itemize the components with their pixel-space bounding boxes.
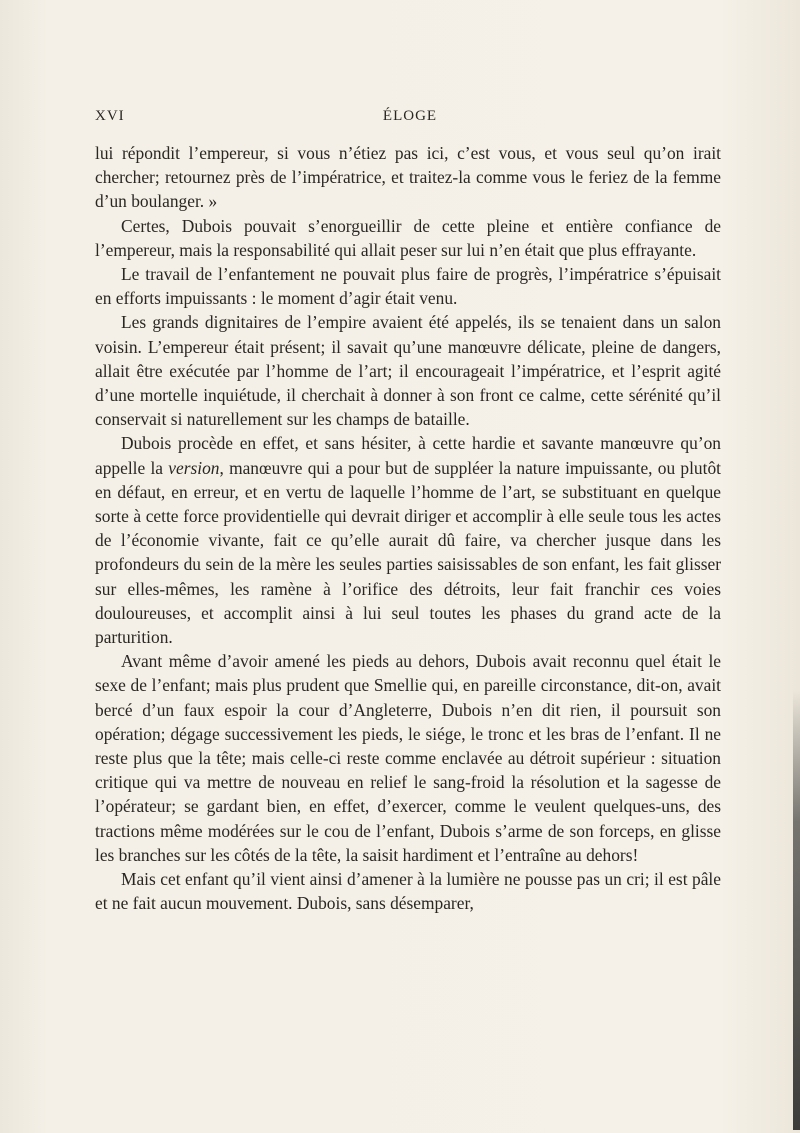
page-header bbox=[95, 108, 725, 132]
paragraph-text: Mais cet enfant qu’il vient ainsi d’amener à la lumière ne pousse pas un cri; il est pâle et ne fait aucun mouvement. Dubois, sans désemparer, bbox=[95, 869, 721, 914]
paragraph-text: , manœuvre qui a pour but de suppléer la nature impuissante, ou plutôt en défaut, en erreur, et en vertu de laquelle l’homme de l’art, se substituant en quelque sorte à cette force providentielle qui devrait diriger et accomplir à elle seule tous les actes de l’économie vivante, fait ce qu’elle aurait dû faire, va chercher jusque dans les profondeurs du sein de la mère les seules parties saisissables de son enfant, les fait glisser sur elles-mêmes, les ramène à l’orifice des détroits, leur fait franchir ces voies douloureuses, et accomplit ainsi à lui seul toutes les phases du grand acte de la parturition. bbox=[95, 457, 721, 648]
running-title: ÉLOGE bbox=[382, 108, 438, 124]
paragraph bbox=[95, 214, 721, 262]
paragraph-text: lui répondit l’empereur, si vous n’étiez pas ici, c’est vous, et vous seul qu’on irait chercher; retournez près de l’impératrice, et traitez-la comme vous le feriez de la femme d’un boulanger. » bbox=[95, 143, 721, 212]
paragraph bbox=[95, 649, 721, 867]
paragraph-text: Certes, Dubois pouvait s’enorgueillir de cette pleine et entière confiance de l’empereur, mais la responsabilité qui allait peser sur lui n’en était que plus effrayante. bbox=[95, 215, 721, 260]
italic-term: version bbox=[168, 457, 220, 478]
page-number: XVI bbox=[95, 108, 125, 124]
paragraph-text: Le travail de l’enfantement ne pouvait plus faire de progrès, l’impératrice s’épuisait en efforts impuissants : le moment d’agir était venu. bbox=[95, 264, 721, 309]
paragraph bbox=[95, 141, 721, 214]
paragraph bbox=[95, 431, 721, 649]
paragraph bbox=[95, 262, 721, 310]
page-edge-shadow bbox=[793, 690, 800, 1130]
paragraph bbox=[95, 867, 721, 915]
body-text bbox=[95, 141, 721, 916]
paragraph-text: Dubois procède en effet, et sans hésiter, à cette hardie et savante manœuvre qu’on appelle la bbox=[95, 433, 721, 478]
paragraph-text: Les grands dignitaires de l’empire avaient été appelés, ils se tenaient dans un salon voisin. L’empereur était présent; il savait qu’une manœuvre délicate, pleine de dangers, allait être exécutée par l’homme de l’art; il encourageait l’impératrice, et l’esprit agité d’une mortelle inquiétude, il cherchait à donner à son front ce calme, cette sérénité qu’il conservait si naturellement sur les champs de bataille. bbox=[95, 312, 721, 430]
paragraph-text: Avant même d’avoir amené les pieds au dehors, Dubois avait reconnu quel était le sexe de l’enfant; mais plus prudent que Smellie qui, en pareille circonstance, dit-on, avait bercé d’un faux espoir la cour d’Angleterre, Dubois n’en dit rien, il poursuit son opération; dégage successivement les pieds, le siége, le tronc et les bras de l’enfant. Il ne reste plus que la tête; mais celle-ci reste comme enclavée au détroit supérieur : situation critique qui va mettre de nouveau en relief le sang-froid la résolution et la sagesse de l’opérateur; se gardant bien, en effet, d’exercer, comme le veulent quelques-uns, des tractions même modérées sur le cou de l’enfant, Dubois s’arme de son forceps, en glisse les branches sur les côtés de la tête, la saisit hardiment et l’entraîne au dehors! bbox=[95, 651, 721, 865]
paragraph bbox=[95, 310, 721, 431]
